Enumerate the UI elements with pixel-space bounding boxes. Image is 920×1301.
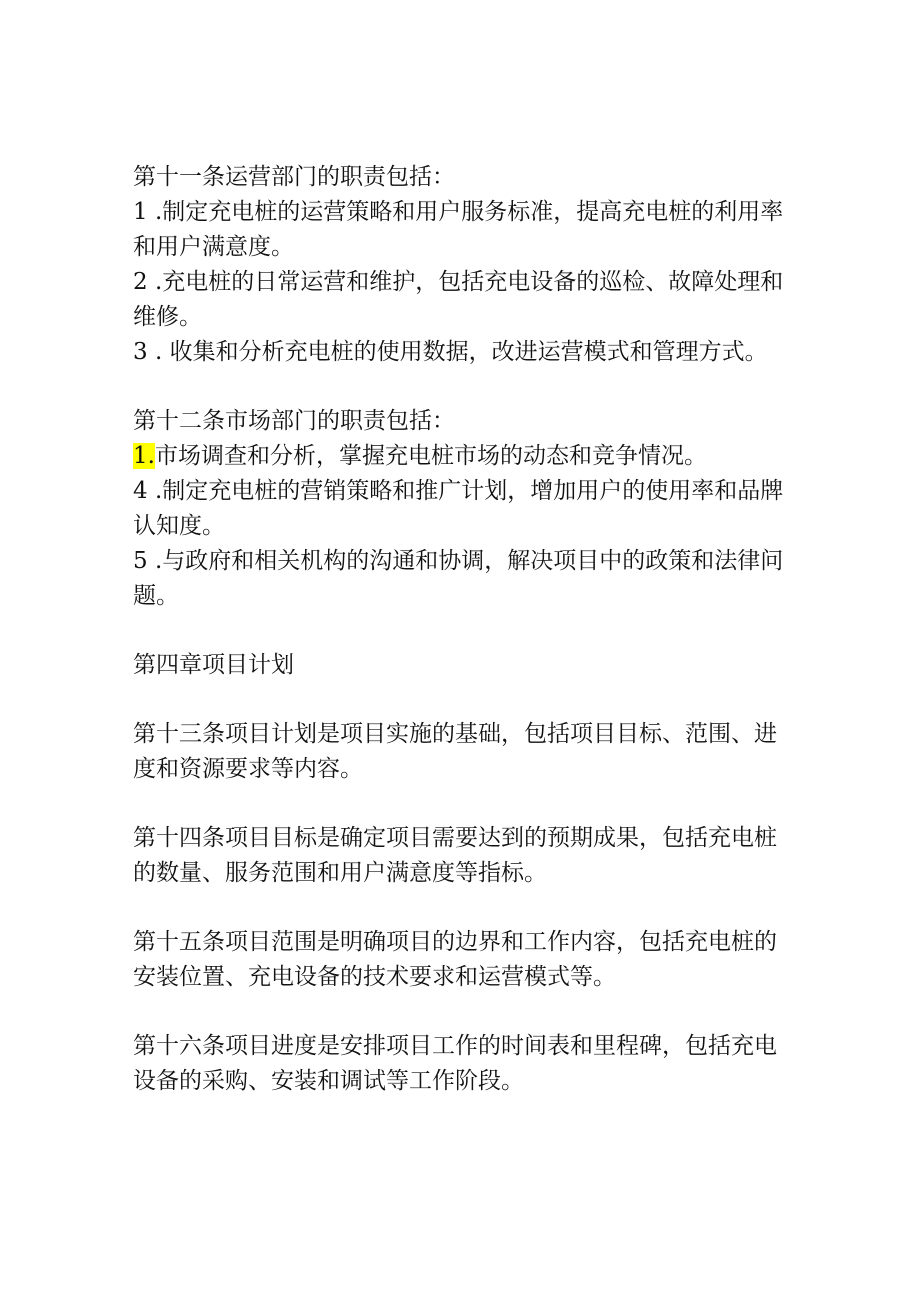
spacer <box>133 891 793 925</box>
article-12-item-1-text: 市场调查和分析，掌握充电桩市场的动态和竞争情况。 <box>154 443 707 469</box>
article-13: 第十三条项目计划是项目实施的基础，包括项目目标、范围、进度和资源要求等内容。 <box>133 721 777 782</box>
spacer <box>133 614 793 648</box>
document-page <box>133 160 793 1099</box>
article-15: 第十五条项目范围是明确项目的边界和工作内容，包括充电桩的安装位置、充电设备的技术要求和运营模式等。 <box>133 929 777 990</box>
article-11-item-3: 3 . 收集和分析充电桩的使用数据，改进运营模式和管理方式。 <box>133 339 768 365</box>
article-12-item-5: 5 .与政府和相关机构的沟通和协调，解决项目中的政策和法律问题。 <box>133 548 784 609</box>
article-12-title: 第十二条市场部门的职责包括： <box>133 408 455 434</box>
chapter-4-heading: 第四章项目计划 <box>133 652 294 678</box>
article-12-item-4: 4 .制定充电桩的营销策略和推广计划，增加用户的使用率和品牌认知度。 <box>133 478 784 539</box>
article-16: 第十六条项目进度是安排项目工作的时间表和里程碑，包括充电设备的采购、安装和调试等工作阶段。 <box>133 1033 777 1094</box>
article-11-item-2: 2 .充电桩的日常运营和维护，包括充电设备的巡检、故障处理和维修。 <box>133 269 784 330</box>
spacer <box>133 370 793 404</box>
spacer <box>133 995 793 1029</box>
article-11-item-1: 1 .制定充电桩的运营策略和用户服务标准，提高充电桩的利用率和用户满意度。 <box>133 199 784 260</box>
article-14: 第十四条项目目标是确定项目需要达到的预期成果，包括充电桩的数量、服务范围和用户满意度等指标。 <box>133 825 777 886</box>
article-11-title: 第十一条运营部门的职责包括： <box>133 164 455 190</box>
spacer <box>133 683 793 717</box>
spacer <box>133 787 793 821</box>
highlighted-number: 1. <box>133 443 155 469</box>
article-12-item-1 <box>133 439 793 474</box>
